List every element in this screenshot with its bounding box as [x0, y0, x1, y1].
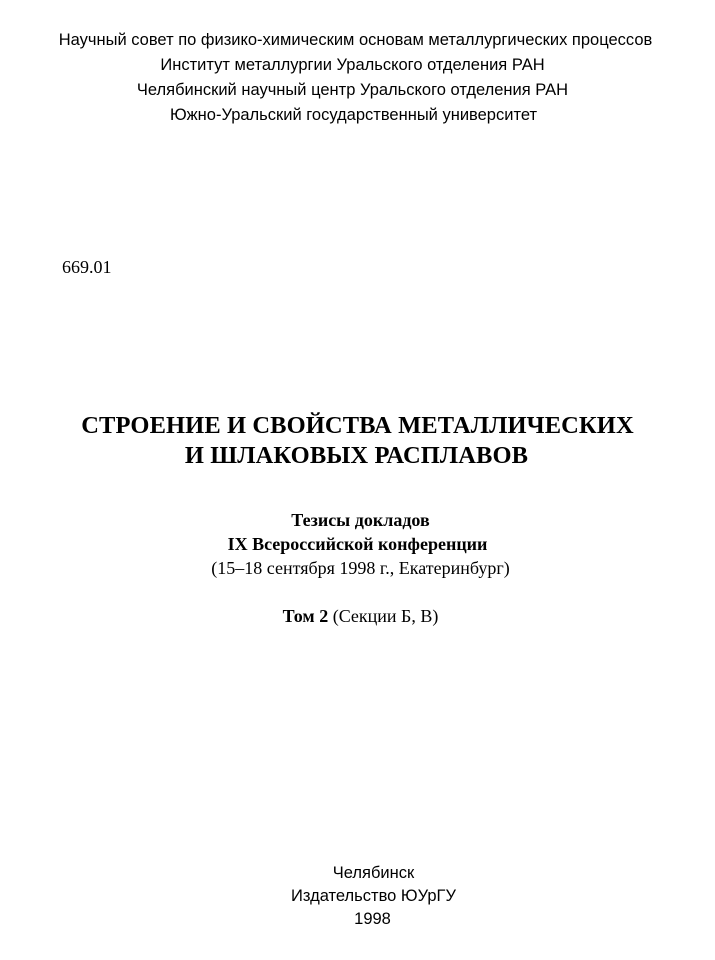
imprint-publisher: Издательство ЮУрГУ [291, 887, 456, 905]
subtitle-conference: IX Всероссийской конференции [227, 534, 488, 554]
imprint-block [0, 862, 715, 931]
volume-label: Том 2 [282, 606, 329, 626]
book-title [0, 411, 715, 471]
book-title-line-2: И ШЛАКОВЫХ РАСПЛАВОВ [184, 442, 529, 469]
book-subtitle [0, 508, 715, 580]
udc-code: 669.01 [62, 257, 112, 277]
organization-line: Научный совет по физико-химическим основам металлургических процессов [58, 31, 653, 49]
book-title-line-1: СТРОЕНИЕ И СВОЙСТВА МЕТАЛЛИЧЕСКИХ [81, 412, 634, 439]
subtitle-abstracts: Тезисы докладов [291, 510, 430, 530]
organization-line: Южно-Уральский государственный университет [169, 106, 538, 124]
organization-line: Челябинский научный центр Уральского отделения РАН [136, 81, 569, 99]
volume-info [0, 604, 715, 628]
imprint-year: 1998 [354, 910, 391, 928]
subtitle-dates-place: (15–18 сентября 1998 г., Екатеринбург) [211, 558, 510, 578]
imprint-city: Челябинск [332, 864, 415, 882]
organization-line: Институт металлургии Уральского отделения РАН [160, 56, 545, 74]
volume-sections: (Секции Б, В) [332, 606, 439, 626]
organizations-block [0, 28, 715, 128]
